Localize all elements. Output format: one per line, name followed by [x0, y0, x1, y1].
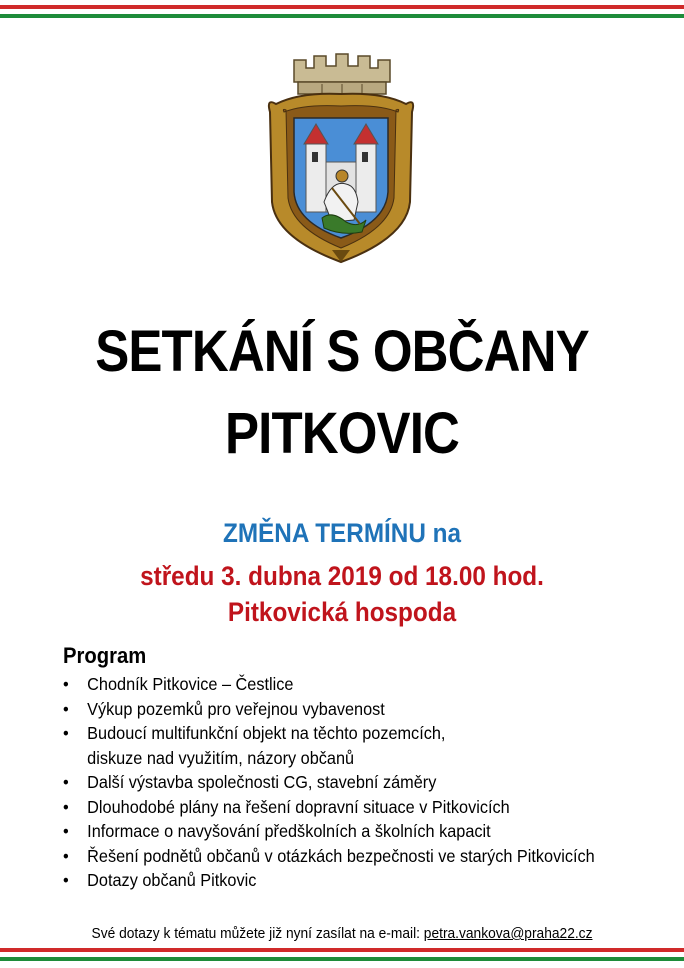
- date-change-notice: [34, 518, 650, 549]
- program-item: [63, 697, 595, 722]
- program-item-text: Řešení podnětů občanů v otázkách bezpečnosti ve starých Pitkovicích: [87, 845, 595, 866]
- program-item: [63, 672, 595, 697]
- program-item: [63, 795, 595, 820]
- program-item: [63, 844, 595, 869]
- program-list: [63, 672, 595, 893]
- program-title: Program: [63, 643, 147, 668]
- meeting-date: středu 3. dubna 2019 od 18.00 hod.: [140, 561, 544, 591]
- contact-email-link[interactable]: petra.vankova@praha22.cz: [423, 926, 593, 942]
- heading-line-1: SETKÁNÍ S OBČANY: [95, 319, 589, 384]
- heading-line-2: PITKOVIC: [224, 401, 459, 466]
- footer-text: Své dotazy k tématu můžete již nyní zasílat na e-mail:: [91, 926, 424, 942]
- program-item-text-continued: diskuze nad využitím, názory občanů: [87, 747, 355, 768]
- bottom-stripe-green: [0, 957, 684, 961]
- contact-footer: [17, 926, 667, 942]
- program-item-text: Dotazy občanů Pitkovic: [87, 870, 257, 890]
- date-change-suffix: na: [425, 518, 462, 548]
- coat-of-arms-emblem: [262, 52, 420, 268]
- program-item: [63, 819, 595, 844]
- program-item: [63, 868, 595, 893]
- date-change-label: ZMĚNA TERMÍNU: [222, 518, 426, 548]
- program-item: [63, 770, 595, 795]
- program-item-text: Další výstavba společnosti CG, stavební záměry: [87, 772, 437, 792]
- program-item-text: Informace o navyšování předškolních a školních kapacit: [87, 821, 491, 841]
- program-item-text: Budoucí multifunkční objekt na těchto pozemcích,: [87, 723, 446, 743]
- top-stripe-green: [0, 14, 684, 18]
- program-item: [63, 721, 595, 770]
- program-item-text: Chodník Pitkovice – Čestlice: [87, 674, 294, 694]
- meeting-venue: Pitkovická hospoda: [227, 597, 457, 627]
- program-item-text: Dlouhodobé plány na řešení dopravní situace v Pitkovicích: [87, 796, 510, 817]
- mural-crown-icon: [294, 54, 390, 94]
- program-item-text: Výkup pozemků pro veřejnou vybavenost: [87, 698, 385, 719]
